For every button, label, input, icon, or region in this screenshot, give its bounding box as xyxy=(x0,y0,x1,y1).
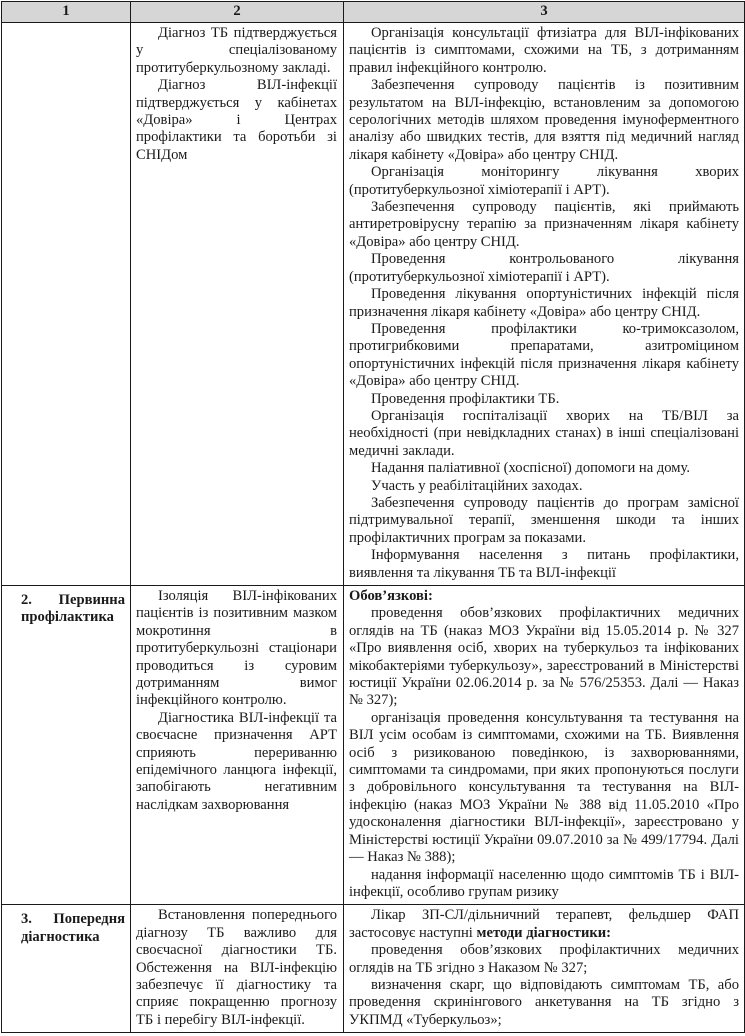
paragraph: організація проведення консультування та тестування на ВІЛ усім особам із симптомами, схожими на ТБ. Виявлення осіб з ризикованою поведінкою, із захворюваннями, симптомами та синдромами, при яких пропонуються послуги з добровільного консультування та тестування на ВІЛ-інфекцію (наказ МОЗ України № 388 від 11.05.2010 «Про удосконалення діагностики ВІЛ-інфекції», зареєстровано у Міністерстві юстиції України 09.07.2010 за № 499/17794. Далі — Наказ № 388); xyxy=(349,709,739,866)
paragraph xyxy=(349,907,739,942)
mandatory-heading: Обов’язкові: xyxy=(349,588,433,604)
row3-stage-cell xyxy=(2,905,131,1033)
diagnostics-intro: Лікар ЗП-СЛ/дільничний терапевт, фельдшер ФАП застосовує наступні xyxy=(349,907,739,941)
column-header-3: 3 xyxy=(344,2,745,23)
paragraph: Проведення лікування опортуністичних інфекцій після призначення лікаря кабінету «Довіра» або центру СНІД. xyxy=(349,286,739,320)
paragraph: Ізоляція ВІЛ-інфікованих пацієнтів із позитивним мазком мокротиння в протитуберкульозні стаціонари проводиться із суровим дотриманням вимог інфекційного контролю. xyxy=(136,588,337,709)
section-title-primary-prophylaxis: 2. Первинна профілактика xyxy=(21,592,125,626)
table-header-row xyxy=(2,2,745,23)
row2-rationale-cell xyxy=(131,586,344,905)
column-header-2: 2 xyxy=(131,2,344,23)
row1-rationale-cell xyxy=(131,23,344,586)
column-header-1: 1 xyxy=(2,2,131,23)
paragraph: Проведення профілактики ко-тримоксазолом, протигрибковими препаратами, азитроміцином опортуністичних інфекцій після призначення лікаря кабінету «Довіра» або центру СНІД. xyxy=(349,320,739,390)
paragraph: Діагноз ВІЛ-інфекції підтверджується у кабінетах «Довіра» і Центрах профілактики та боротьби зі СНІДом xyxy=(136,77,337,163)
row3-actions-cell xyxy=(344,905,745,1033)
paragraph: Участь у реабілітаційних заходах. xyxy=(371,477,583,494)
paragraph: Надання паліативної (хоспісної) допомоги на дому. xyxy=(371,460,691,477)
paragraph: проведення обов’язкових профілактичних медичних оглядів на ТБ згідно з Наказом № 327; xyxy=(349,942,739,976)
paragraph: Проведення профілактики ТБ. xyxy=(371,390,560,407)
paragraph: Забезпечення супроводу пацієнтів, які приймають антиретровірусну терапію за призначенням лікаря кабінету «Довіра» або центру СНІД. xyxy=(349,199,739,250)
table-row xyxy=(2,905,745,1033)
paragraph: Інформування населення з питань профілактики, виявлення та лікування ТБ та ВІЛ-інфекції xyxy=(349,547,739,581)
paragraph: Забезпечення супроводу пацієнтів до програм замісної підтримувальної терапії, зменшення шкоди та інших профілактичних програм за показами. xyxy=(349,494,739,546)
paragraph: Встановлення попереднього діагнозу ТБ важливо для своєчасної діагностики ТБ. Обстеження на ВІЛ-інфекцію забезпечує її діагностику та сприяє покращенню прогнозу ТБ і перебігу ВІЛ-інфекції. xyxy=(136,907,337,1028)
paragraph: Організація моніторингу лікування хворих (протитуберкульозної хіміотерапії і АРТ). xyxy=(349,164,739,198)
section-title-preliminary-diagnostics: 3. Попередня діагностика xyxy=(21,911,125,945)
paragraph: Діагноз ТБ підтверджується у спеціалізованому протитуберкульозному закладі. xyxy=(136,25,337,76)
paragraph: Проведення контрольованого лікування (протитуберкульозної хіміотерапії і АРТ). xyxy=(349,251,739,285)
paragraph: Забезпечення супроводу пацієнтів із позитивним результатом на ВІЛ-інфекцію, встановленим за допомогою серологічних методів шляхом проведення імуноферментного аналізу або швидких тестів, для взяття під медичний нагляд лікаря кабінету «Довіра» або центру СНІД. xyxy=(349,77,739,163)
row2-actions-cell xyxy=(344,586,745,905)
diagnostics-methods-label: методи діагностики: xyxy=(476,924,612,941)
paragraph: надання інформації населенню щодо симптомів ТБ і ВІЛ-інфекції, особливо групам ризику xyxy=(349,866,739,900)
paragraph: Організація госпіталізації хворих на ТБ/ВІЛ за необхідності (при невідкладних станах) в інші спеціалізовані медичні заклади. xyxy=(349,407,739,459)
row1-actions-cell xyxy=(344,23,745,586)
paragraph: Діагностика ВІЛ-інфекції та своєчасне призначення АРТ сприяють перериванню епідемічного ланцюга інфекції, запобігають негативним наслідкам захворювання xyxy=(136,709,337,813)
row2-stage-cell xyxy=(2,586,131,905)
row3-rationale-cell xyxy=(131,905,344,1033)
paragraph: проведення обов’язкових профілактичних медичних оглядів на ТБ (наказ МОЗ України від 15.05.2014 р. № 327 «Про виявлення осіб, хворих на туберкульоз та інфікованих мікобактеріями туберкульозу», зареєстрований в Міністерстві юстиції України 02.06.2014 р. за № 576/25353. Далі — Наказ № 327); xyxy=(349,605,739,709)
table-row xyxy=(2,586,745,905)
table-row xyxy=(2,23,745,586)
row1-stage-cell xyxy=(2,23,131,586)
paragraph: Організація консультації фтизіатра для ВІЛ-інфікованих пацієнтів із симптомами, схожими на ТБ, з дотриманням правил інфекційного контролю. xyxy=(349,25,739,76)
protocol-table xyxy=(1,1,745,1033)
paragraph: визначення скарг, що відповідають симптомам ТБ, або проведення скринінгового анкетування на ТБ згідно з УКПМД «Туберкульоз»; xyxy=(349,976,739,1028)
